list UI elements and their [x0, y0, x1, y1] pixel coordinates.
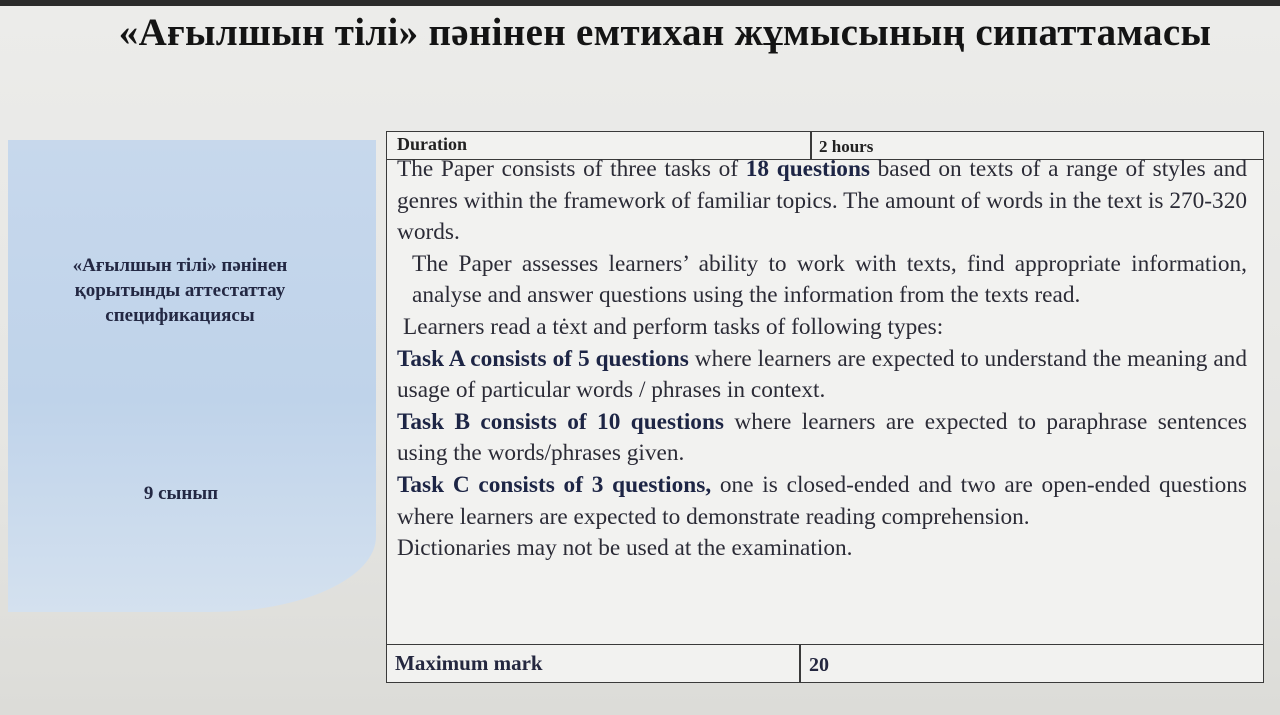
paper-description	[397, 154, 1247, 565]
maximum-mark-label: Maximum mark	[395, 651, 543, 675]
top-border	[0, 0, 1280, 6]
maximum-mark-value: 20	[809, 654, 829, 676]
column-divider	[799, 645, 801, 683]
paper-overview: The Paper consists of three tasks of 18 questions based on texts of a range of styles and genres within the framework of familiar topics. The amount of words in the text is 270-320 words.	[397, 156, 1248, 246]
duration-label: Duration	[397, 134, 468, 154]
paper-assessment: The Paper assesses learners’ ability to work with texts, find appropriate information, analyse and answer questions using the information from the texts read.	[412, 250, 1247, 309]
task-intro: Learners read a tėxt and perform tasks of following types:	[403, 313, 944, 340]
maximum-mark-row	[387, 644, 1263, 682]
exam-description-table	[386, 131, 1264, 683]
task-b: Task B consists of 10 questions where learners are expected to paraphrase sentences using the words/phrases given.	[397, 408, 1247, 467]
specification-title: «Ағылшын тілі» пәнінен қорытынды аттестаттау спецификациясы	[72, 255, 288, 326]
task-a: Task A consists of 5 questions where learners are expected to understand the meaning and usage of particular words / phrases in context.	[397, 345, 1247, 404]
task-c: Task C consists of 3 questions, one is closed-ended and two are open-ended questions where learners are expected to demonstrate reading comprehension.	[397, 471, 1247, 530]
grade-label: 9 сынып	[143, 483, 219, 504]
dictionary-note: Dictionaries may not be used at the examination.	[397, 535, 853, 562]
slide-title: «Ағылшын тілі» пәнінен емтихан жұмысының сипаттамасы	[118, 11, 1212, 54]
duration-value: 2 hours	[819, 137, 874, 156]
side-panel	[8, 140, 376, 612]
